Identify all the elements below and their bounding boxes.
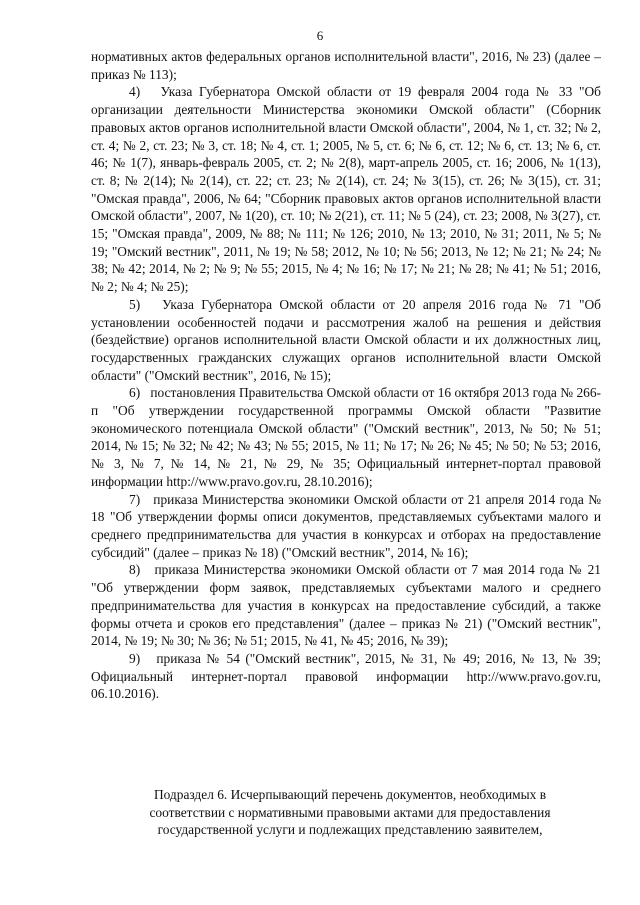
subsection-heading-line: соответствии с нормативными правовыми актами для предоставления: [149, 804, 551, 820]
list-item-8: 8) приказа Министерства экономики Омской области от 7 мая 2014 года № 21 "Об утверждении форм заявок, представляемых субъектами малого и среднего предпринимательства для участия в конкурсах на предоставление субсидий, а также формы отчета и сроков его представления" (далее – приказ № 21) ("Омский вестник", 2014, № 19; № 30; № 36; № 51; 2015, № 41, № 45; 2016, № 39);: [91, 562, 601, 649]
list-item-6: 6) постановления Правительства Омской области от 16 октября 2013 года № 266-п "Об утверждении государственной программы Омской области "Развитие экономического потенциала Омской области" ("Омский вестник", 2013, № 50; № 51; 2014, № 15; № 32; № 42; № 43; № 55; 2015, № 11; № 17; № 26; № 45; № 50; № 53; 2016, № 3, № 7, № 14, № 21, № 29, № 35; Официальный интернет-портал правовой информации http://www.pravo.gov.ru, 28.10.2016);: [91, 385, 601, 489]
document-body: [91, 48, 601, 703]
page-number: 6: [316, 28, 324, 43]
subsection-heading: [100, 786, 600, 839]
list-item-9: 9) приказа № 54 ("Омский вестник", 2015, № 31, № 49; 2016, № 13, № 39; Официальный интернет-портал правовой информации http://www.pravo.gov.ru, 06.10.2016).: [91, 650, 601, 702]
list-item-5: 5) Указа Губернатора Омской области от 20 апреля 2016 года № 71 "Об установлении особенностей подачи и рассмотрения жалоб на решения и действия (бездействие) органов исполнительной власти Омской области и их должностных лиц, государственных гражданских служащих органов исполнительной власти Омской области" ("Омский вестник", 2016, № 15);: [91, 296, 601, 383]
list-item-7: 7) приказа Министерства экономики Омской области от 21 апреля 2014 года № 18 "Об утверждении формы описи документов, представляемых субъектами малого и среднего предпринимательства для участия в конкурсах и отборах на предоставление субсидий" (далее – приказ № 18) ("Омский вестник", 2014, № 16);: [91, 491, 601, 560]
paragraph-continuation: нормативных актов федеральных органов исполнительной власти", 2016, № 23) (далее – приказ № 113);: [91, 49, 601, 82]
subsection-heading-line: государственной услуги и подлежащих представлению заявителем,: [157, 822, 543, 838]
subsection-heading-line: Подраздел 6. Исчерпывающий перечень документов, необходимых в: [153, 787, 547, 802]
list-item-4: 4) Указа Губернатора Омской области от 19 февраля 2004 года № 33 "Об организации деятельности Министерства экономики Омской области" (Сборник правовых актов органов исполнительной власти Омской области", 2004, № 1, ст. 32; № 2, ст. 4; № 2, ст. 23; № 3, ст. 18; № 4, ст. 1; 2005, № 5, ст. 6; № 6, ст. 12; № 6, ст. 13; № 6, ст. 46; № 1(7), январь-февраль 2005, ст. 2; № 2(8), март-апрель 2005, ст. 16; 2006, № 1(13), ст. 8; № 2(14); № 2(14), ст. 22; ст. 23; № 2(14), ст. 24; № 3(15), ст. 26; № 3(15), ст. 31; "Омская правда", 2006, № 64; "Сборник правовых актов органов исполнительной власти Омской области", 2007, № 1(20), ст. 10; № 2(21), ст. 11; № 5 (24), ст. 23; 2008, № 3(27), ст. 15; "Омская правда", 2009, № 88; № 111; № 126; 2010, № 13; 2010, № 31; 2011, № 5; № 19; "Омский вестник", 2011, № 19; № 58; 2012, № 10; № 56; 2013, № 12; № 21; № 24; № 38; № 42; 2014, № 2; № 9; № 55; 2015, № 4; № 16; № 17; № 21; № 28; № 41; № 51; 2016, № 2; № 4; № 25);: [91, 84, 601, 295]
